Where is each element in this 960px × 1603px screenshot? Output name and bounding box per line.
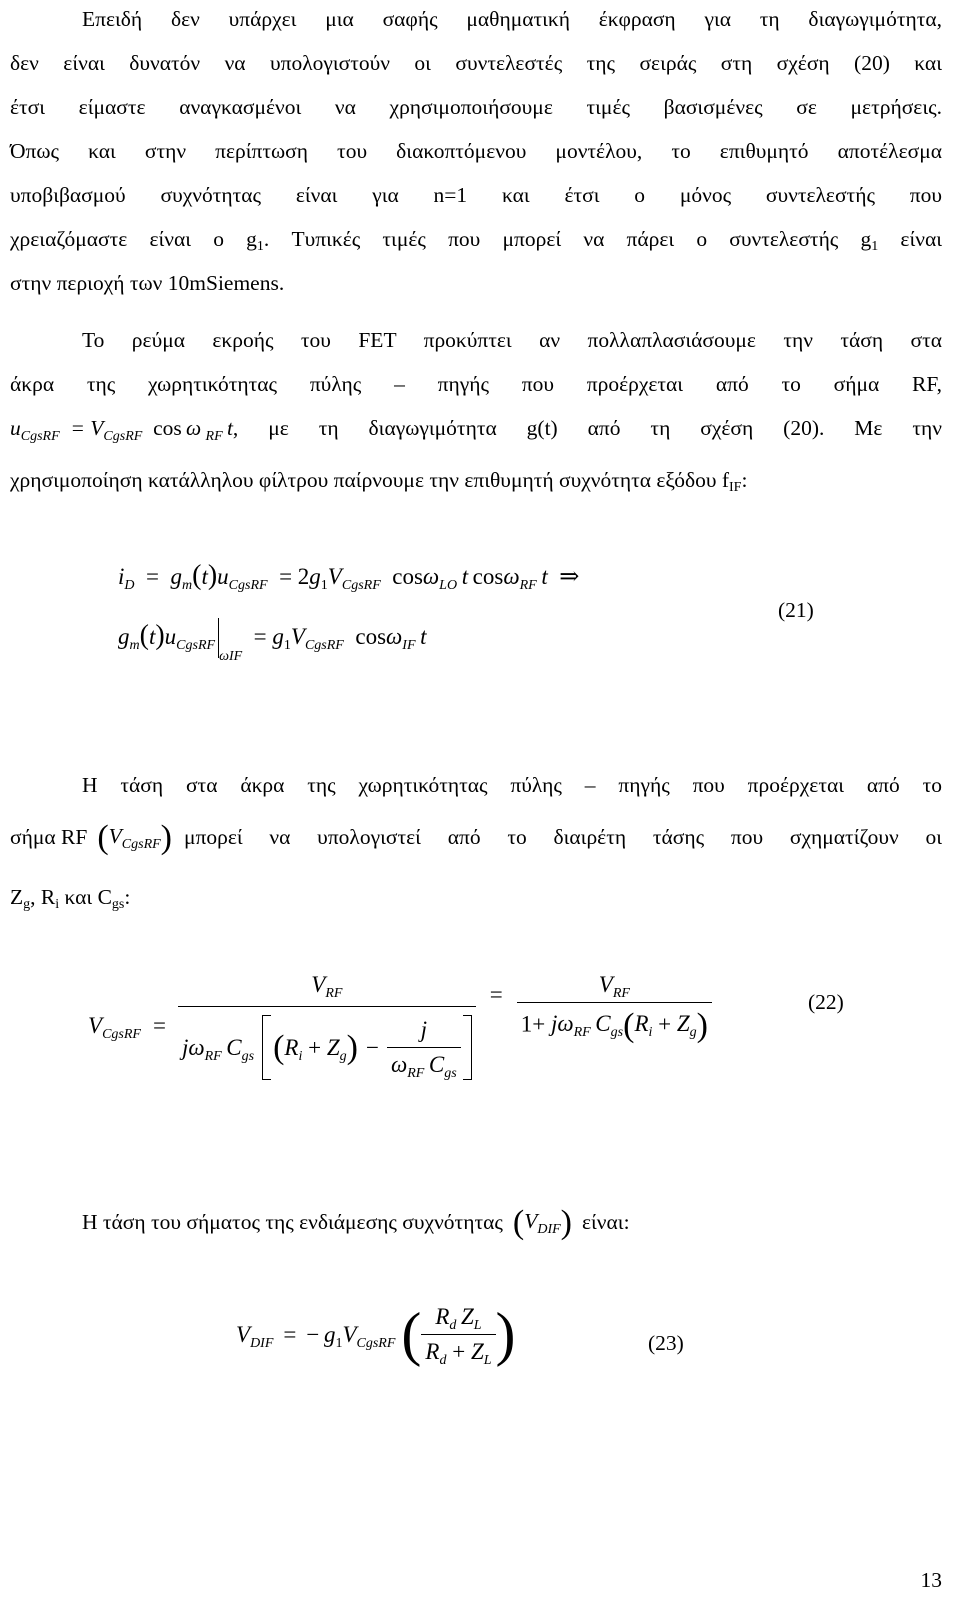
subscript: g bbox=[23, 897, 31, 912]
page-number: 13 bbox=[920, 1568, 942, 1592]
text-line bbox=[10, 815, 942, 859]
text-line: Το ρεύμα εκροής του FET προκύπτει αν πολλαπλασιάσουμε την τάση στα bbox=[82, 328, 942, 352]
inline-formula: $(V_{CgsRF})$ bbox=[97, 819, 172, 857]
paragraph-2 bbox=[10, 318, 942, 502]
text-run: σήμα RF bbox=[10, 825, 88, 849]
subscript: 1 bbox=[871, 239, 879, 254]
subscript: gs bbox=[111, 897, 125, 912]
text-line: υποβιβασμού συχνότητας είναι για n=1 και έτσι ο μόνος συντελεστής που bbox=[10, 183, 942, 207]
text-line: Η τάση στα άκρα της χωρητικότητας πύλης – πηγής που προέρχεται από το bbox=[82, 773, 942, 797]
implies-arrow-icon: ⇒ bbox=[559, 564, 580, 590]
inline-formula: $u_{CgsRF} = V_{CgsRF}$ cos ω $_{RF}$ t bbox=[10, 416, 233, 444]
equation-number: (22) bbox=[808, 990, 844, 1014]
text-run: : bbox=[741, 468, 748, 492]
subscript: IF bbox=[729, 480, 742, 495]
text-run: είναι bbox=[878, 227, 943, 251]
text-line: έτσι είμαστε αναγκασμένοι να χρησιμοποιήσουμε τιμές βασισμένες σε μετρήσεις. bbox=[10, 95, 942, 119]
subscript: i bbox=[55, 897, 60, 912]
text-run: μπορεί να υπολογιστεί από το διαιρέτη τάσης που σχηματίζουν οι bbox=[184, 825, 942, 849]
text-line bbox=[10, 458, 942, 502]
text-line: στην περιοχή των 10mSiemens. bbox=[10, 271, 285, 295]
text-run: Η τάση του σήματος της ενδιάμεσης συχνότητας bbox=[82, 1210, 503, 1234]
equation-23: $V_{DIF}$ = − $g_1V_{CgsRF}$ ( $\frac{R_d Z_L}{R_d + Z_L}$ ) bbox=[236, 1301, 516, 1368]
text-run: και C bbox=[59, 885, 112, 909]
text-line: άκρα της χωρητικότητας πύλης – πηγής που προέρχεται από το σήμα RF, bbox=[10, 372, 942, 396]
equation-number: (23) bbox=[648, 1331, 684, 1355]
fraction: $V_{RF}$ $j\omega_{RF}$ $C_{gs}$ ( $R_i$ + $Z_g$ ) − $\frac{j}{\omega_{RF} C_{gs}}$ bbox=[178, 972, 476, 1080]
fraction: $\frac{V_{RF}}{1+ j\omega_{RF} C_{gs}(R_i + Z_g)}$ bbox=[517, 972, 712, 1045]
text-run: : bbox=[124, 885, 131, 909]
inline-formula: $(V_{DIF})$ bbox=[512, 1204, 572, 1242]
paragraph-4 bbox=[10, 1200, 630, 1244]
equation-number: (21) bbox=[778, 598, 814, 622]
text-run: είναι: bbox=[581, 1210, 630, 1234]
text-line bbox=[10, 217, 942, 261]
text-line: δεν είναι δυνατόν να υπολογιστούν οι συντελεστές της σειράς στη σχέση (20) και bbox=[10, 51, 942, 75]
fraction: $\frac{R_d Z_L}{R_d + Z_L}$ bbox=[421, 1304, 495, 1365]
equation-22: $V_{CgsRF}$ = $V_{RF}$ $j\omega_{RF}$ $C_{gs}$ ( $R_i$ + $Z_g$ ) − $\frac{j}{\omega_{RF} C_{gs}}$ = $\frac{V_{RF}}{1+ j\omega_{RF} C_{gs}(R_i + Z_g)}$ bbox=[88, 972, 712, 1080]
text-run: . Τυπικές τιμές που μπορεί να πάρει ο συντελεστής g bbox=[263, 227, 872, 251]
text-run: Z bbox=[10, 885, 24, 909]
paragraph-3 bbox=[10, 763, 942, 919]
text-run: , R bbox=[30, 885, 56, 909]
text-line bbox=[10, 875, 942, 919]
text-run: , με τη διαγωγιμότητα g(t) από τη σχέση (20). Με την bbox=[232, 416, 942, 440]
text-line bbox=[10, 1200, 630, 1244]
equation-21-line-2: $g_m(t)u_{CgsRF\omega IF} = g_1V_{CgsRF}$ cosω$_{IF}$ t bbox=[118, 620, 427, 664]
text-line bbox=[10, 406, 942, 450]
subscript: 1 bbox=[256, 239, 264, 254]
text-run: χρειαζόμαστε είναι ο g bbox=[10, 227, 257, 251]
equation-21-line-1: $i_D = g_m(t)u_{CgsRF} = 2g_1V_{CgsRF}$ cosω$_{LO}$ t cosω$_{RF}$ t ⇒ bbox=[118, 560, 580, 593]
text-line: Όπως και στην περίπτωση του διακοπτόμενου μοντέλου, το επιθυμητό αποτέλεσμα bbox=[10, 139, 942, 163]
text-run: χρησιμοποίηση κατάλληλου φίλτρου παίρνουμε την επιθυμητή συχνότητα εξόδου f bbox=[10, 468, 730, 492]
text-line: Επειδή δεν υπάρχει μια σαφής μαθηματική έκφραση για τη διαγωγιμότητα, bbox=[82, 7, 942, 31]
paragraph-1 bbox=[10, 0, 942, 305]
